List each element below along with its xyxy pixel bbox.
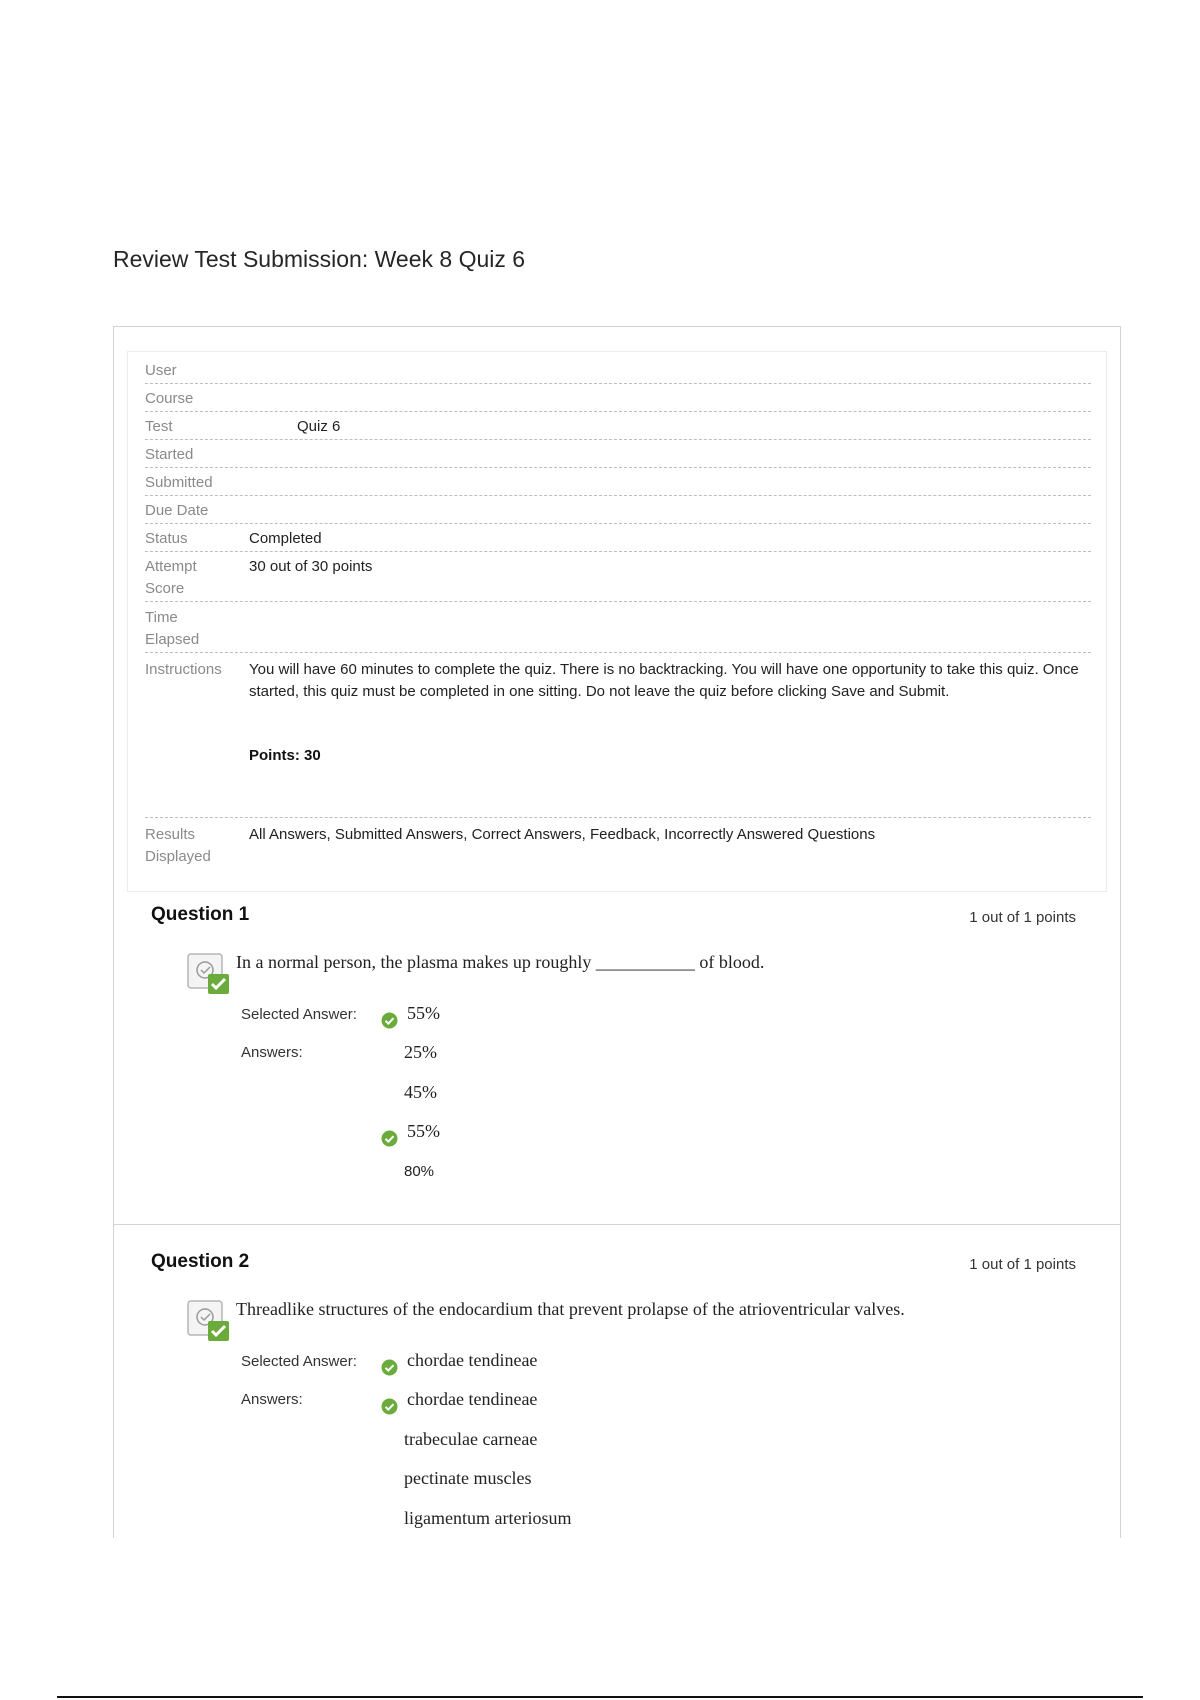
correct-check-icon bbox=[381, 1012, 398, 1029]
detail-row-instructions bbox=[145, 659, 1091, 818]
answers-label: Answers: bbox=[241, 1391, 303, 1408]
answer-option: 25% bbox=[404, 1042, 437, 1062]
answer-option-correct: chordae tendineae bbox=[407, 1389, 538, 1409]
detail-row-test bbox=[145, 416, 1091, 440]
correct-check-icon bbox=[381, 1359, 398, 1376]
submission-container bbox=[113, 326, 1121, 1538]
selected-answer-label: Selected Answer: bbox=[241, 1353, 357, 1370]
attempt-score-label-line2: Score bbox=[145, 580, 185, 597]
attempt-score-value: 30 out of 30 points bbox=[249, 558, 373, 575]
attempt-score-label-line1: Attempt bbox=[145, 558, 197, 575]
due-date-label: Due Date bbox=[145, 502, 209, 519]
answer-option: 80% bbox=[404, 1163, 435, 1180]
page-title: Review Test Submission: Week 8 Quiz 6 bbox=[113, 246, 526, 272]
answer-option: trabeculae carneae bbox=[404, 1429, 538, 1449]
detail-row-course bbox=[145, 388, 1091, 412]
question-divider bbox=[114, 1224, 1120, 1225]
detail-row-submitted bbox=[145, 472, 1091, 496]
time-elapsed-label-line1: Time bbox=[145, 609, 178, 626]
answer-option: 45% bbox=[404, 1082, 437, 1102]
question-text: Threadlike structures of the endocardium that prevent prolapse of the atrioventricular valves. bbox=[236, 1299, 905, 1319]
question-points: 1 out of 1 points bbox=[969, 1256, 1076, 1273]
correct-question-icon bbox=[187, 953, 231, 995]
started-label: Started bbox=[145, 446, 194, 463]
question-text: In a normal person, the plasma makes up roughly ___________ of blood. bbox=[236, 952, 765, 972]
test-label: Test bbox=[145, 418, 173, 435]
detail-row-status bbox=[145, 528, 1091, 552]
results-displayed-label-line2: Displayed bbox=[145, 848, 211, 865]
detail-row-started bbox=[145, 444, 1091, 468]
detail-row-time-elapsed bbox=[145, 607, 1091, 653]
answer-option: pectinate muscles bbox=[404, 1468, 532, 1488]
results-displayed-label-line1: Results bbox=[145, 826, 196, 843]
correct-check-icon bbox=[381, 1130, 398, 1147]
results-displayed-value: All Answers, Submitted Answers, Correct Answers, Feedback, Incorrectly Answered Questions bbox=[249, 826, 876, 843]
correct-check-icon bbox=[381, 1398, 398, 1415]
question-title: Question 1 bbox=[151, 904, 250, 925]
status-label: Status bbox=[145, 530, 188, 547]
time-elapsed-label-line2: Elapsed bbox=[145, 631, 200, 648]
test-value: Quiz 6 bbox=[297, 418, 341, 435]
question-points: 1 out of 1 points bbox=[969, 909, 1076, 926]
selected-answer-value: chordae tendineae bbox=[407, 1350, 538, 1370]
course-label: Course bbox=[145, 390, 194, 407]
instructions-text: You will have 60 minutes to complete the quiz. There is no backtracking. You will have one opportunity to take this quiz. Once started, this quiz must be completed in one sitting. Do not leave the quiz before clicking Save and Submit. bbox=[249, 661, 1079, 700]
detail-row-results-displayed bbox=[145, 824, 1091, 869]
detail-row-due-date bbox=[145, 500, 1091, 524]
submission-details bbox=[127, 351, 1107, 892]
detail-row-user bbox=[145, 360, 1091, 384]
answer-option-correct: 55% bbox=[407, 1121, 440, 1141]
detail-row-attempt-score bbox=[145, 556, 1091, 602]
status-value: Completed bbox=[249, 530, 322, 547]
answer-option: ligamentum arteriosum bbox=[404, 1508, 572, 1528]
page-bottom-rule bbox=[57, 1696, 1143, 1698]
submitted-label: Submitted bbox=[145, 474, 213, 491]
user-label: User bbox=[145, 362, 177, 379]
question-title: Question 2 bbox=[151, 1251, 250, 1272]
correct-question-icon bbox=[187, 1300, 231, 1342]
points-total: Points: 30 bbox=[249, 747, 321, 764]
selected-answer-value: 55% bbox=[407, 1003, 440, 1023]
instructions-label: Instructions bbox=[145, 661, 222, 678]
answers-label: Answers: bbox=[241, 1044, 303, 1061]
selected-answer-label: Selected Answer: bbox=[241, 1006, 357, 1023]
